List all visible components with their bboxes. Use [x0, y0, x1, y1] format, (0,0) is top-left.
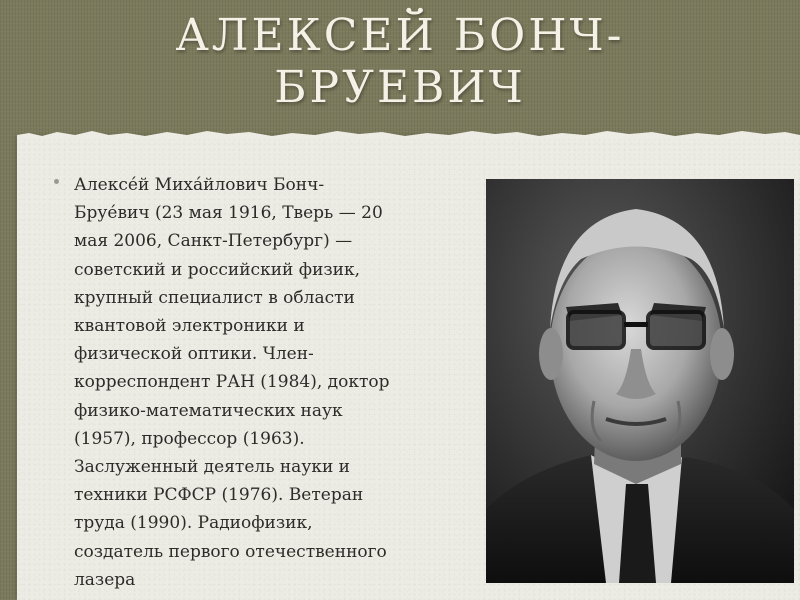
- bio-line: корреспондент РАН (1984), доктор: [74, 372, 390, 393]
- portrait-photo: [486, 179, 794, 583]
- bio-line: Бруе́вич (23 мая 1916, Тверь — 20: [74, 203, 383, 224]
- biography-text: [74, 171, 404, 594]
- slide-title-line-2: БРУЕВИЧ: [274, 62, 526, 113]
- torn-paper-edge: [17, 129, 800, 139]
- bio-line: техники РСФСР (1976). Ветеран: [74, 485, 364, 506]
- bio-line: создатель первого отечественного: [74, 541, 387, 562]
- bullet-point: [54, 179, 59, 184]
- bio-line: Алексе́й Миха́йлович Бонч-: [74, 175, 325, 195]
- slide-title-line-1: АЛЕКСЕЙ БОНЧ-: [175, 10, 625, 61]
- bio-line: труда (1990). Радиофизик,: [74, 513, 313, 534]
- slide-title: [0, 10, 800, 114]
- bio-line: квантовой электроники и: [74, 316, 305, 337]
- bio-line: лазера: [74, 569, 136, 590]
- bio-line: советский и российский физик,: [74, 259, 361, 280]
- bio-line: физической оптики. Член-: [74, 344, 314, 365]
- bio-line: (1957), профессор (1963).: [74, 428, 305, 449]
- bio-line: мая 2006, Санкт-Петербург) —: [74, 231, 353, 252]
- bio-line: крупный специалист в области: [74, 287, 355, 308]
- bio-line: физико-математических наук: [74, 400, 343, 421]
- portrait-illustration: [486, 179, 794, 583]
- bio-line: Заслуженный деятель науки и: [74, 457, 351, 478]
